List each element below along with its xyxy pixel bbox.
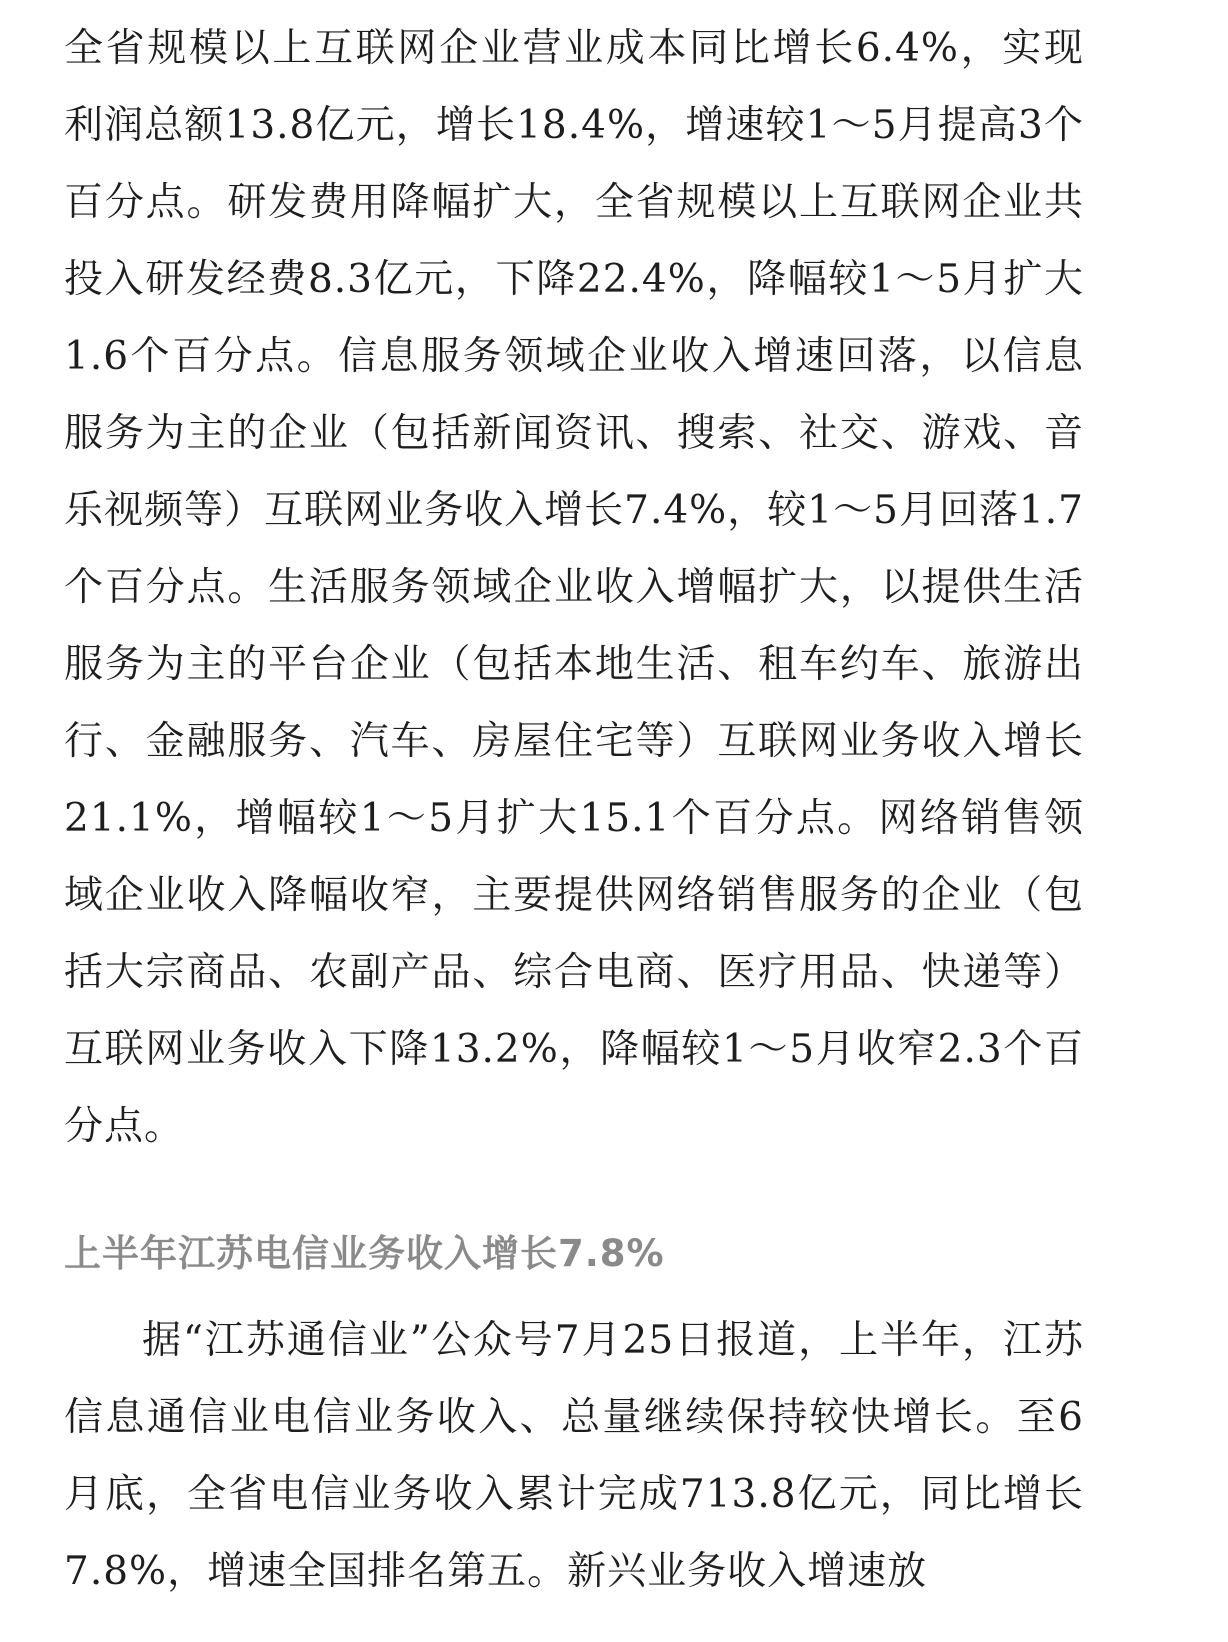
body-paragraph-internet-enterprises: 全省规模以上互联网企业营业成本同比增长6.4%，实现利润总额13.8亿元，增长18.4%，增速较1～5月提高3个百分点。研发费用降幅扩大，全省规模以上互联网企业共投入研发经费8.3亿元，下降22.4%，降幅较1～5月扩大1.6个百分点。信息服务领域企业收入增速回落，以信息服务为主的企业（包括新闻资讯、搜索、社交、游戏、音乐视频等）互联网业务收入增长7.4%，较1～5月回落1.7个百分点。生活服务领域企业收入增幅扩大，以提供生活服务为主的平台企业（包括本地生活、租车约车、旅游出行、金融服务、汽车、房屋住宅等）互联网业务收入增长21.1%，增幅较1～5月扩大15.1个百分点。网络销售领域企业收入降幅收窄，主要提供网络销售服务的企业（包括大宗商品、农副产品、综合电商、医疗用品、快递等）互联网业务收入下降13.2%，降幅较1～5月收窄2.3个百分点。 bbox=[64, 26, 1084, 1149]
body-paragraph-telecom-revenue: 据“江苏通信业”公众号7月25日报道，上半年，江苏信息通信业电信业务收入、总量继续保持较快增长。至6月底，全省电信业务收入累计完成713.8亿元，同比增长7.8%，增速全国排名第五。新兴业务收入增速放 bbox=[64, 1318, 1084, 1594]
document-page bbox=[64, 0, 1084, 1610]
section-heading: 上半年江苏电信业务收入增长7.8% bbox=[64, 1232, 665, 1275]
